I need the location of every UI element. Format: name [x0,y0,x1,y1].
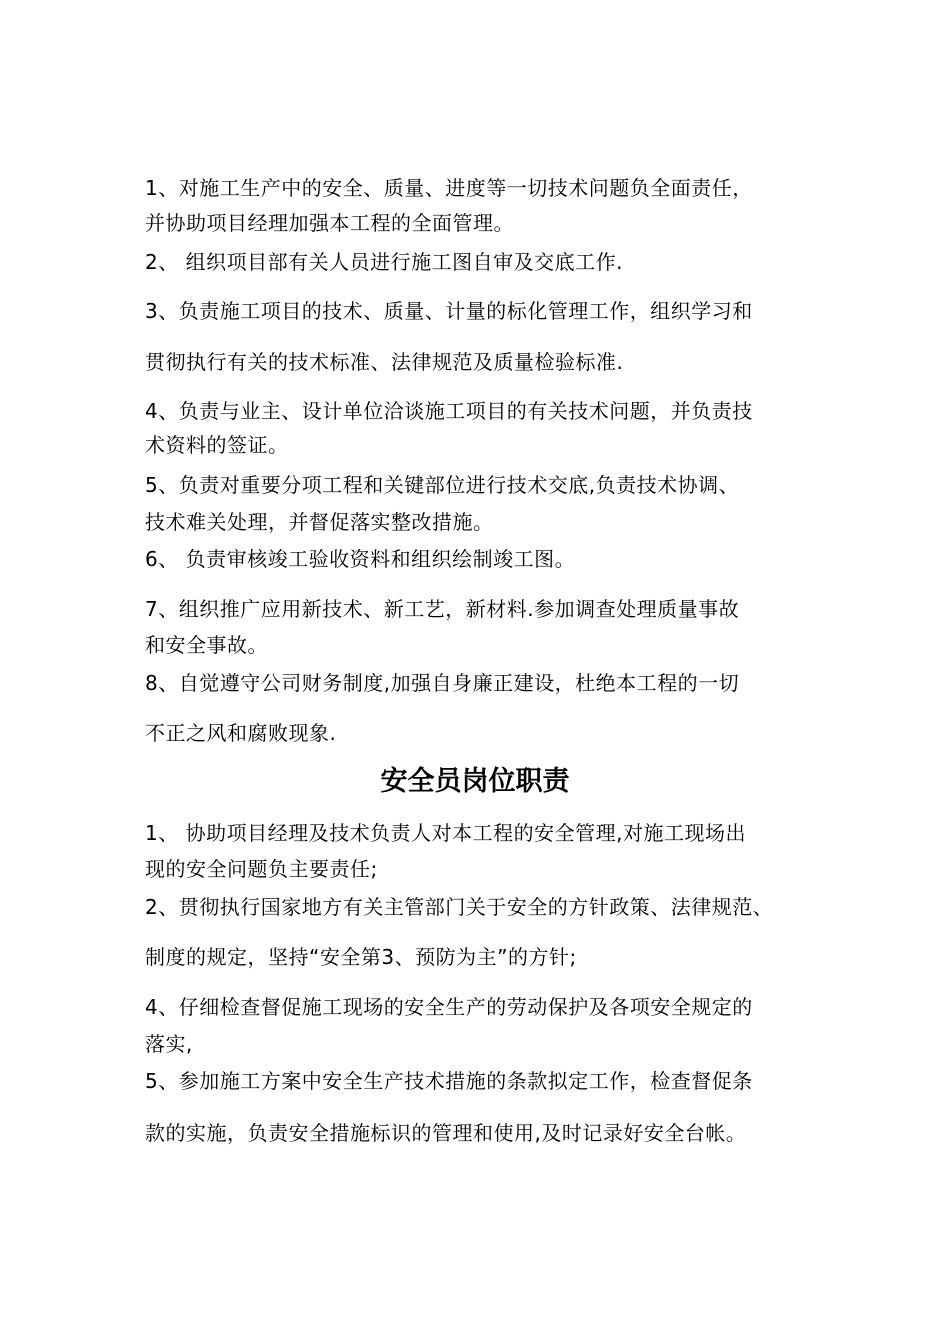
text-line: 款的实施，负责安全措施标识的管理和使用,及时记录好安全台帐。 [145,1121,747,1145]
text-line: 4、负责与业主、设计单位洽谈施工项目的有关技术问题，并负责技 [145,399,753,423]
text-line: 并协助项目经理加强本工程的全面管理。 [145,211,514,235]
text-line: 和安全事故。 [145,633,268,657]
text-line: 4、仔细检查督促施工现场的安全生产的劳动保护及各项安全规定的 [145,995,753,1019]
section-heading: 安全员岗位职责 [380,766,570,797]
text-line: 1、 协助项目经理及技术负责人对本工程的安全管理,对施工现场出 [145,821,746,845]
text-line: 术资料的签证。 [145,433,289,457]
text-line: 8、自觉遵守公司财务制度,加强自身廉正建设，杜绝本工程的一切 [145,671,740,695]
text-line: 落实, [145,1032,193,1056]
text-line: 5、参加施工方案中安全生产技术措施的条款拟定工作，检查督促条 [145,1069,753,1093]
text-line: 7、组织推广应用新技术、新工艺，新材料.参加调查处理质量事故 [145,597,740,621]
text-line: 贯彻执行有关的技术标准、法律规范及质量检验标准. [145,350,624,374]
text-line: 现的安全问题负主要责任; [145,857,378,881]
text-line: 1、对施工生产中的安全、质量、进度等一切技术问题负全面责任， [145,176,753,200]
text-line: 6、 负责审核竣工验收资料和组织绘制竣工图。 [145,547,576,571]
text-line: 5、负责对重要分项工程和关键部位进行技术交底,负责技术协调、 [145,473,740,497]
text-line: 3、负责施工项目的技术、质量、计量的标化管理工作，组织学习和 [145,299,753,323]
text-line: 技术难关处理，并督促落实整改措施。 [145,510,494,534]
text-line: 不正之风和腐败现象. [145,721,337,745]
text-line: 2、贯彻执行国家地方有关主管部门关于安全的方针政策、法律规范、 [145,895,774,919]
text-line: 制度的规定，坚持“安全第3、预防为主”的方针; [145,945,577,969]
text-line: 2、 组织项目部有关人员进行施工图自审及交底工作. [145,250,623,274]
